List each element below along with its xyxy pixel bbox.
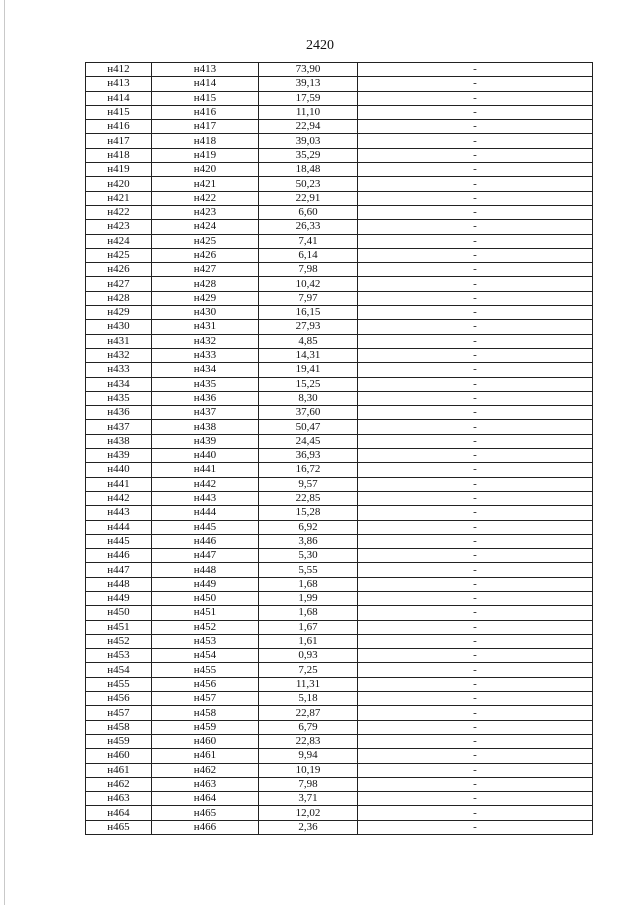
note-cell: - bbox=[358, 692, 593, 706]
from-point-cell: н459 bbox=[86, 734, 152, 748]
to-point-cell: н422 bbox=[152, 191, 259, 205]
distance-cell: 26,33 bbox=[259, 220, 358, 234]
distance-cell: 35,29 bbox=[259, 148, 358, 162]
from-point-cell: н464 bbox=[86, 806, 152, 820]
to-point-cell: н421 bbox=[152, 177, 259, 191]
from-point-cell: н462 bbox=[86, 777, 152, 791]
note-cell: - bbox=[358, 363, 593, 377]
distance-cell: 17,59 bbox=[259, 91, 358, 105]
coordinates-table bbox=[85, 62, 593, 835]
table-row bbox=[86, 763, 593, 777]
distance-cell: 5,30 bbox=[259, 549, 358, 563]
to-point-cell: н432 bbox=[152, 334, 259, 348]
from-point-cell: н428 bbox=[86, 291, 152, 305]
to-point-cell: н447 bbox=[152, 549, 259, 563]
distance-cell: 8,30 bbox=[259, 391, 358, 405]
distance-cell: 1,68 bbox=[259, 577, 358, 591]
from-point-cell: н441 bbox=[86, 477, 152, 491]
to-point-cell: н426 bbox=[152, 248, 259, 262]
to-point-cell: н415 bbox=[152, 91, 259, 105]
distance-cell: 37,60 bbox=[259, 406, 358, 420]
distance-cell: 22,94 bbox=[259, 120, 358, 134]
note-cell: - bbox=[358, 120, 593, 134]
distance-cell: 16,15 bbox=[259, 306, 358, 320]
distance-cell: 10,42 bbox=[259, 277, 358, 291]
table-row bbox=[86, 63, 593, 77]
distance-cell: 22,87 bbox=[259, 706, 358, 720]
note-cell: - bbox=[358, 205, 593, 219]
distance-cell: 22,85 bbox=[259, 491, 358, 505]
to-point-cell: н453 bbox=[152, 634, 259, 648]
from-point-cell: н426 bbox=[86, 263, 152, 277]
note-cell: - bbox=[358, 163, 593, 177]
distance-cell: 10,19 bbox=[259, 763, 358, 777]
from-point-cell: н433 bbox=[86, 363, 152, 377]
table-row bbox=[86, 663, 593, 677]
page-number: 2420 bbox=[306, 38, 334, 53]
note-cell: - bbox=[358, 491, 593, 505]
table-row bbox=[86, 620, 593, 634]
from-point-cell: н413 bbox=[86, 77, 152, 91]
note-cell: - bbox=[358, 563, 593, 577]
note-cell: - bbox=[358, 348, 593, 362]
from-point-cell: н412 bbox=[86, 63, 152, 77]
note-cell: - bbox=[358, 306, 593, 320]
to-point-cell: н416 bbox=[152, 105, 259, 119]
note-cell: - bbox=[358, 534, 593, 548]
table-row bbox=[86, 334, 593, 348]
to-point-cell: н451 bbox=[152, 606, 259, 620]
table-row bbox=[86, 191, 593, 205]
from-point-cell: н422 bbox=[86, 205, 152, 219]
note-cell: - bbox=[358, 763, 593, 777]
to-point-cell: н437 bbox=[152, 406, 259, 420]
note-cell: - bbox=[358, 63, 593, 77]
distance-cell: 12,02 bbox=[259, 806, 358, 820]
note-cell: - bbox=[358, 91, 593, 105]
note-cell: - bbox=[358, 248, 593, 262]
note-cell: - bbox=[358, 577, 593, 591]
from-point-cell: н429 bbox=[86, 306, 152, 320]
from-point-cell: н458 bbox=[86, 720, 152, 734]
distance-cell: 5,55 bbox=[259, 563, 358, 577]
to-point-cell: н455 bbox=[152, 663, 259, 677]
note-cell: - bbox=[358, 263, 593, 277]
to-point-cell: н461 bbox=[152, 749, 259, 763]
from-point-cell: н417 bbox=[86, 134, 152, 148]
note-cell: - bbox=[358, 520, 593, 534]
from-point-cell: н463 bbox=[86, 792, 152, 806]
distance-cell: 19,41 bbox=[259, 363, 358, 377]
table-row bbox=[86, 263, 593, 277]
note-cell: - bbox=[358, 377, 593, 391]
to-point-cell: н435 bbox=[152, 377, 259, 391]
from-point-cell: н424 bbox=[86, 234, 152, 248]
table-row bbox=[86, 163, 593, 177]
table-row bbox=[86, 320, 593, 334]
distance-cell: 5,18 bbox=[259, 692, 358, 706]
table-row bbox=[86, 148, 593, 162]
from-point-cell: н439 bbox=[86, 449, 152, 463]
to-point-cell: н460 bbox=[152, 734, 259, 748]
to-point-cell: н414 bbox=[152, 77, 259, 91]
note-cell: - bbox=[358, 291, 593, 305]
distance-cell: 18,48 bbox=[259, 163, 358, 177]
table-row bbox=[86, 277, 593, 291]
note-cell: - bbox=[358, 506, 593, 520]
distance-cell: 36,93 bbox=[259, 449, 358, 463]
table-row bbox=[86, 406, 593, 420]
table-row bbox=[86, 377, 593, 391]
note-cell: - bbox=[358, 191, 593, 205]
distance-cell: 6,60 bbox=[259, 205, 358, 219]
table-row bbox=[86, 306, 593, 320]
note-cell: - bbox=[358, 792, 593, 806]
note-cell: - bbox=[358, 234, 593, 248]
table-row bbox=[86, 220, 593, 234]
table-row bbox=[86, 177, 593, 191]
from-point-cell: н446 bbox=[86, 549, 152, 563]
note-cell: - bbox=[358, 606, 593, 620]
distance-cell: 9,57 bbox=[259, 477, 358, 491]
from-point-cell: н453 bbox=[86, 649, 152, 663]
distance-cell: 16,72 bbox=[259, 463, 358, 477]
table-row bbox=[86, 463, 593, 477]
page-edge bbox=[4, 0, 5, 905]
from-point-cell: н437 bbox=[86, 420, 152, 434]
to-point-cell: н440 bbox=[152, 449, 259, 463]
from-point-cell: н442 bbox=[86, 491, 152, 505]
table-row bbox=[86, 491, 593, 505]
to-point-cell: н425 bbox=[152, 234, 259, 248]
to-point-cell: н446 bbox=[152, 534, 259, 548]
to-point-cell: н424 bbox=[152, 220, 259, 234]
table-row bbox=[86, 291, 593, 305]
from-point-cell: н447 bbox=[86, 563, 152, 577]
table-row bbox=[86, 105, 593, 119]
distance-cell: 2,36 bbox=[259, 820, 358, 834]
from-point-cell: н455 bbox=[86, 677, 152, 691]
table-row bbox=[86, 420, 593, 434]
to-point-cell: н448 bbox=[152, 563, 259, 577]
to-point-cell: н442 bbox=[152, 477, 259, 491]
to-point-cell: н436 bbox=[152, 391, 259, 405]
to-point-cell: н450 bbox=[152, 591, 259, 605]
to-point-cell: н428 bbox=[152, 277, 259, 291]
note-cell: - bbox=[358, 177, 593, 191]
to-point-cell: н418 bbox=[152, 134, 259, 148]
from-point-cell: н451 bbox=[86, 620, 152, 634]
table-row bbox=[86, 591, 593, 605]
note-cell: - bbox=[358, 706, 593, 720]
from-point-cell: н449 bbox=[86, 591, 152, 605]
from-point-cell: н415 bbox=[86, 105, 152, 119]
distance-cell: 7,25 bbox=[259, 663, 358, 677]
distance-cell: 7,97 bbox=[259, 291, 358, 305]
from-point-cell: н419 bbox=[86, 163, 152, 177]
distance-cell: 15,25 bbox=[259, 377, 358, 391]
table-row bbox=[86, 348, 593, 362]
note-cell: - bbox=[358, 406, 593, 420]
table-row bbox=[86, 677, 593, 691]
to-point-cell: н429 bbox=[152, 291, 259, 305]
table-row bbox=[86, 391, 593, 405]
table-row bbox=[86, 77, 593, 91]
table-row bbox=[86, 577, 593, 591]
note-cell: - bbox=[358, 749, 593, 763]
to-point-cell: н434 bbox=[152, 363, 259, 377]
distance-cell: 9,94 bbox=[259, 749, 358, 763]
from-point-cell: н456 bbox=[86, 692, 152, 706]
table-row bbox=[86, 806, 593, 820]
from-point-cell: н450 bbox=[86, 606, 152, 620]
from-point-cell: н432 bbox=[86, 348, 152, 362]
note-cell: - bbox=[358, 277, 593, 291]
from-point-cell: н434 bbox=[86, 377, 152, 391]
note-cell: - bbox=[358, 734, 593, 748]
to-point-cell: н420 bbox=[152, 163, 259, 177]
to-point-cell: н445 bbox=[152, 520, 259, 534]
to-point-cell: н438 bbox=[152, 420, 259, 434]
to-point-cell: н433 bbox=[152, 348, 259, 362]
note-cell: - bbox=[358, 134, 593, 148]
note-cell: - bbox=[358, 634, 593, 648]
distance-cell: 3,86 bbox=[259, 534, 358, 548]
note-cell: - bbox=[358, 591, 593, 605]
distance-cell: 6,14 bbox=[259, 248, 358, 262]
from-point-cell: н427 bbox=[86, 277, 152, 291]
distance-cell: 6,92 bbox=[259, 520, 358, 534]
distance-cell: 11,10 bbox=[259, 105, 358, 119]
from-point-cell: н431 bbox=[86, 334, 152, 348]
table-row bbox=[86, 120, 593, 134]
to-point-cell: н459 bbox=[152, 720, 259, 734]
table-row bbox=[86, 549, 593, 563]
distance-cell: 1,67 bbox=[259, 620, 358, 634]
table-row bbox=[86, 706, 593, 720]
table-row bbox=[86, 634, 593, 648]
note-cell: - bbox=[358, 334, 593, 348]
to-point-cell: н431 bbox=[152, 320, 259, 334]
from-point-cell: н414 bbox=[86, 91, 152, 105]
table-row bbox=[86, 720, 593, 734]
table-row bbox=[86, 205, 593, 219]
table-row bbox=[86, 820, 593, 834]
note-cell: - bbox=[358, 820, 593, 834]
from-point-cell: н443 bbox=[86, 506, 152, 520]
to-point-cell: н444 bbox=[152, 506, 259, 520]
from-point-cell: н418 bbox=[86, 148, 152, 162]
table-body bbox=[86, 63, 593, 835]
from-point-cell: н465 bbox=[86, 820, 152, 834]
table-row bbox=[86, 363, 593, 377]
to-point-cell: н439 bbox=[152, 434, 259, 448]
to-point-cell: н423 bbox=[152, 205, 259, 219]
table-row bbox=[86, 434, 593, 448]
note-cell: - bbox=[358, 463, 593, 477]
note-cell: - bbox=[358, 649, 593, 663]
from-point-cell: н448 bbox=[86, 577, 152, 591]
distance-cell: 1,68 bbox=[259, 606, 358, 620]
table-row bbox=[86, 649, 593, 663]
note-cell: - bbox=[358, 320, 593, 334]
note-cell: - bbox=[358, 663, 593, 677]
to-point-cell: н430 bbox=[152, 306, 259, 320]
to-point-cell: н456 bbox=[152, 677, 259, 691]
table-row bbox=[86, 692, 593, 706]
distance-cell: 22,91 bbox=[259, 191, 358, 205]
table-row bbox=[86, 506, 593, 520]
table-row bbox=[86, 749, 593, 763]
from-point-cell: н416 bbox=[86, 120, 152, 134]
note-cell: - bbox=[358, 449, 593, 463]
note-cell: - bbox=[358, 677, 593, 691]
table-row bbox=[86, 606, 593, 620]
distance-cell: 24,45 bbox=[259, 434, 358, 448]
from-point-cell: н420 bbox=[86, 177, 152, 191]
distance-cell: 39,13 bbox=[259, 77, 358, 91]
to-point-cell: н454 bbox=[152, 649, 259, 663]
distance-cell: 73,90 bbox=[259, 63, 358, 77]
table-row bbox=[86, 91, 593, 105]
from-point-cell: н454 bbox=[86, 663, 152, 677]
note-cell: - bbox=[358, 806, 593, 820]
to-point-cell: н449 bbox=[152, 577, 259, 591]
distance-cell: 4,85 bbox=[259, 334, 358, 348]
from-point-cell: н461 bbox=[86, 763, 152, 777]
note-cell: - bbox=[358, 477, 593, 491]
to-point-cell: н462 bbox=[152, 763, 259, 777]
distance-cell: 3,71 bbox=[259, 792, 358, 806]
from-point-cell: н457 bbox=[86, 706, 152, 720]
note-cell: - bbox=[358, 620, 593, 634]
distance-cell: 7,98 bbox=[259, 777, 358, 791]
from-point-cell: н421 bbox=[86, 191, 152, 205]
to-point-cell: н427 bbox=[152, 263, 259, 277]
distance-cell: 7,41 bbox=[259, 234, 358, 248]
distance-cell: 0,93 bbox=[259, 649, 358, 663]
to-point-cell: н419 bbox=[152, 148, 259, 162]
note-cell: - bbox=[358, 777, 593, 791]
table-row bbox=[86, 234, 593, 248]
table-row bbox=[86, 563, 593, 577]
table-row bbox=[86, 777, 593, 791]
from-point-cell: н445 bbox=[86, 534, 152, 548]
table-row bbox=[86, 449, 593, 463]
distance-cell: 50,47 bbox=[259, 420, 358, 434]
table-row bbox=[86, 248, 593, 262]
distance-cell: 6,79 bbox=[259, 720, 358, 734]
to-point-cell: н417 bbox=[152, 120, 259, 134]
note-cell: - bbox=[358, 391, 593, 405]
note-cell: - bbox=[358, 148, 593, 162]
to-point-cell: н457 bbox=[152, 692, 259, 706]
from-point-cell: н460 bbox=[86, 749, 152, 763]
table-row bbox=[86, 477, 593, 491]
note-cell: - bbox=[358, 105, 593, 119]
distance-cell: 1,99 bbox=[259, 591, 358, 605]
to-point-cell: н463 bbox=[152, 777, 259, 791]
distance-cell: 22,83 bbox=[259, 734, 358, 748]
table-row bbox=[86, 534, 593, 548]
to-point-cell: н466 bbox=[152, 820, 259, 834]
table-row bbox=[86, 134, 593, 148]
from-point-cell: н423 bbox=[86, 220, 152, 234]
from-point-cell: н452 bbox=[86, 634, 152, 648]
to-point-cell: н441 bbox=[152, 463, 259, 477]
to-point-cell: н443 bbox=[152, 491, 259, 505]
note-cell: - bbox=[358, 434, 593, 448]
table-row bbox=[86, 792, 593, 806]
distance-cell: 1,61 bbox=[259, 634, 358, 648]
to-point-cell: н452 bbox=[152, 620, 259, 634]
to-point-cell: н458 bbox=[152, 706, 259, 720]
distance-cell: 14,31 bbox=[259, 348, 358, 362]
from-point-cell: н435 bbox=[86, 391, 152, 405]
distance-cell: 11,31 bbox=[259, 677, 358, 691]
from-point-cell: н440 bbox=[86, 463, 152, 477]
distance-cell: 39,03 bbox=[259, 134, 358, 148]
from-point-cell: н438 bbox=[86, 434, 152, 448]
from-point-cell: н425 bbox=[86, 248, 152, 262]
distance-cell: 50,23 bbox=[259, 177, 358, 191]
from-point-cell: н430 bbox=[86, 320, 152, 334]
distance-cell: 7,98 bbox=[259, 263, 358, 277]
from-point-cell: н444 bbox=[86, 520, 152, 534]
to-point-cell: н465 bbox=[152, 806, 259, 820]
distance-cell: 27,93 bbox=[259, 320, 358, 334]
table-row bbox=[86, 520, 593, 534]
from-point-cell: н436 bbox=[86, 406, 152, 420]
distance-cell: 15,28 bbox=[259, 506, 358, 520]
to-point-cell: н464 bbox=[152, 792, 259, 806]
note-cell: - bbox=[358, 220, 593, 234]
note-cell: - bbox=[358, 77, 593, 91]
note-cell: - bbox=[358, 549, 593, 563]
table-row bbox=[86, 734, 593, 748]
note-cell: - bbox=[358, 720, 593, 734]
note-cell: - bbox=[358, 420, 593, 434]
to-point-cell: н413 bbox=[152, 63, 259, 77]
